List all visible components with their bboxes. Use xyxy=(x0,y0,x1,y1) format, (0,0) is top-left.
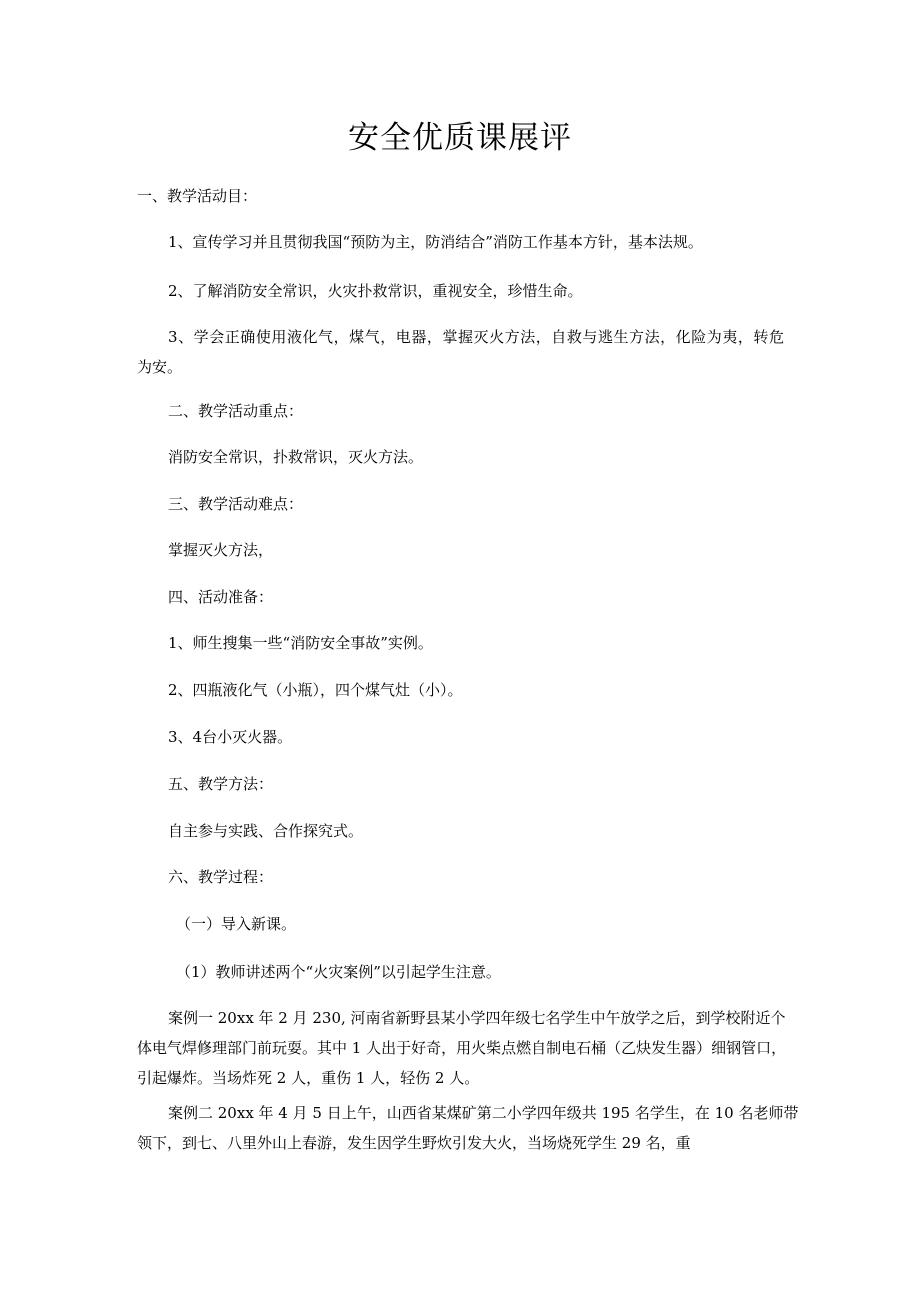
preparation-item-2: 2、四瓶液化气（小瓶），四个煤气灶（小）。 xyxy=(168,681,463,699)
objective-item-2: 2、了解消防安全常识，火灾扑救常识，重视安全，珍惜生命。 xyxy=(168,282,583,300)
objective-item-3 xyxy=(137,322,784,382)
case-2-paragraph xyxy=(137,1098,799,1158)
section-heading-objectives: 一、教学活动目： xyxy=(137,187,258,205)
section-heading-process: 六、教学过程： xyxy=(168,868,274,886)
objective-item-3-line-2: 为安。 xyxy=(137,358,183,376)
case-2-line-1: 案例二 20xx 年 4 月 5 日上午，山西省某煤矿第二小学四年级共 195 名学生，在 10 名老师带 xyxy=(168,1104,799,1122)
objective-item-1: 1、宣传学习并且贯彻我国“预防为主，防消结合”消防工作基本方针，基本法规。 xyxy=(168,233,703,251)
methods-text: 自主参与实践、合作探究式。 xyxy=(168,822,364,840)
case-1-paragraph xyxy=(137,1003,787,1093)
section-heading-preparation: 四、活动准备： xyxy=(168,588,274,606)
objective-item-3-line-1: 3、学会正确使用液化气，煤气，电器，掌握灭火方法，自救与逃生方法，化险为夷，转危 xyxy=(168,328,784,346)
key-points-text: 消防安全常识，扑救常识，灭火方法。 xyxy=(168,448,424,466)
process-subheading-1: （一）导入新课。 xyxy=(176,915,297,933)
difficulties-text: 掌握灭火方法， xyxy=(168,541,274,559)
preparation-item-1: 1、师生搜集一些“消防安全事故”实例。 xyxy=(168,634,433,652)
case-2-line-2: 领下，到七、八里外山上春游，发生因学生野炊引发大火，当场烧死学生 29 名，重 xyxy=(137,1134,691,1152)
case-1-line-3: 引起爆炸。当场炸死 2 人，重伤 1 人，轻伤 2 人。 xyxy=(137,1069,480,1087)
process-subheading-2: （1）教师讲述两个“火灾案例”以引起学生注意。 xyxy=(176,963,501,981)
section-heading-key-points: 二、教学活动重点： xyxy=(168,402,304,420)
preparation-item-3: 3、4台小灭火器。 xyxy=(168,728,293,746)
page-title: 安全优质课展评 xyxy=(348,120,572,156)
section-heading-methods: 五、教学方法： xyxy=(168,775,274,793)
case-1-line-1: 案例一 20xx 年 2 月 230, 河南省新野县某小学四年级七名学生中午放学之后，到学校附近个 xyxy=(168,1009,786,1027)
section-heading-difficulties: 三、教学活动难点： xyxy=(168,495,304,513)
case-1-line-2: 体电气焊修理部门前玩耍。其中 1 人出于好奇，用火柴点燃自制电石桶（乙炔发生器）细钢管口， xyxy=(137,1039,787,1057)
